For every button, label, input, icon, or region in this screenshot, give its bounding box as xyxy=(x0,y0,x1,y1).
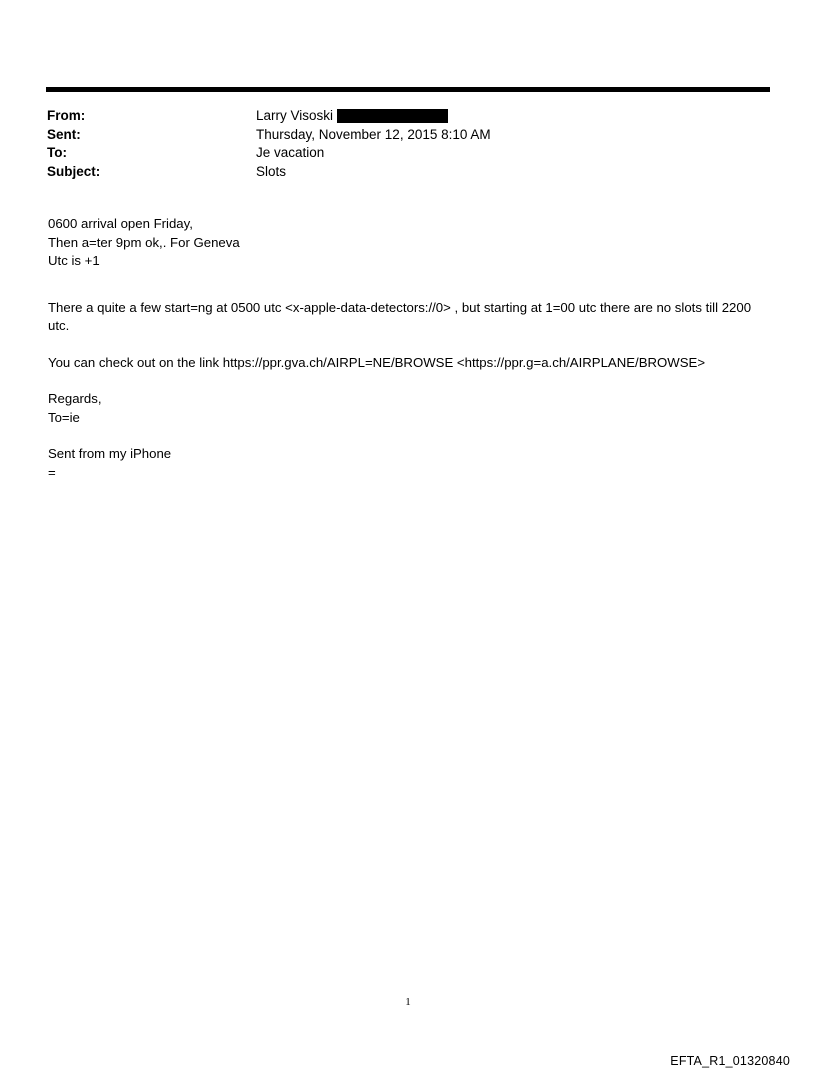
spacer xyxy=(48,372,758,390)
page-number: 1 xyxy=(405,996,411,1008)
body-paragraph-link: You can check out on the link https://ppr.gva.ch/AIRPL=NE/BROWSE <https://ppr.g=a.ch/AIRPLANE/BROWSE> xyxy=(48,354,706,370)
redaction-box xyxy=(337,109,448,123)
body-paragraph-slots: There a quite a few start=ng at 0500 utc <x-apple-data-detectors://0> , but starting at 1=00 utc there are no slots till 2200 utc. xyxy=(48,299,755,333)
sent-row xyxy=(47,126,767,145)
to-value: Je vacation xyxy=(256,145,325,160)
spacer xyxy=(48,427,758,445)
subject-value: Slots xyxy=(256,163,287,179)
email-header xyxy=(47,107,767,181)
subject-row xyxy=(47,163,767,182)
subject-label: Subject: xyxy=(47,163,101,179)
sent-from: Sent from my iPhone xyxy=(48,446,172,461)
from-label: From: xyxy=(47,108,86,123)
header-rule xyxy=(46,87,770,92)
to-row xyxy=(47,144,767,163)
signature: To=ie xyxy=(48,409,80,425)
spacer xyxy=(48,271,758,299)
spacer xyxy=(48,336,758,354)
document-id: EFTA_R1_01320840 xyxy=(670,1054,790,1068)
from-row xyxy=(47,107,767,126)
sent-value: Thursday, November 12, 2015 8:10 AM xyxy=(256,126,491,142)
from-value-wrap xyxy=(256,107,448,126)
body-line: Utc is +1 xyxy=(48,253,100,268)
from-value: Larry Visoski xyxy=(256,108,334,123)
body-line: 0600 arrival open Friday, xyxy=(48,216,193,231)
closing: Regards, xyxy=(48,391,102,406)
sent-label: Sent: xyxy=(47,126,81,142)
body-line: Then a=ter 9pm ok,. For Geneva xyxy=(48,234,240,250)
email-body xyxy=(48,215,758,482)
to-label: To: xyxy=(47,145,67,160)
trailing-char: = xyxy=(48,464,56,480)
